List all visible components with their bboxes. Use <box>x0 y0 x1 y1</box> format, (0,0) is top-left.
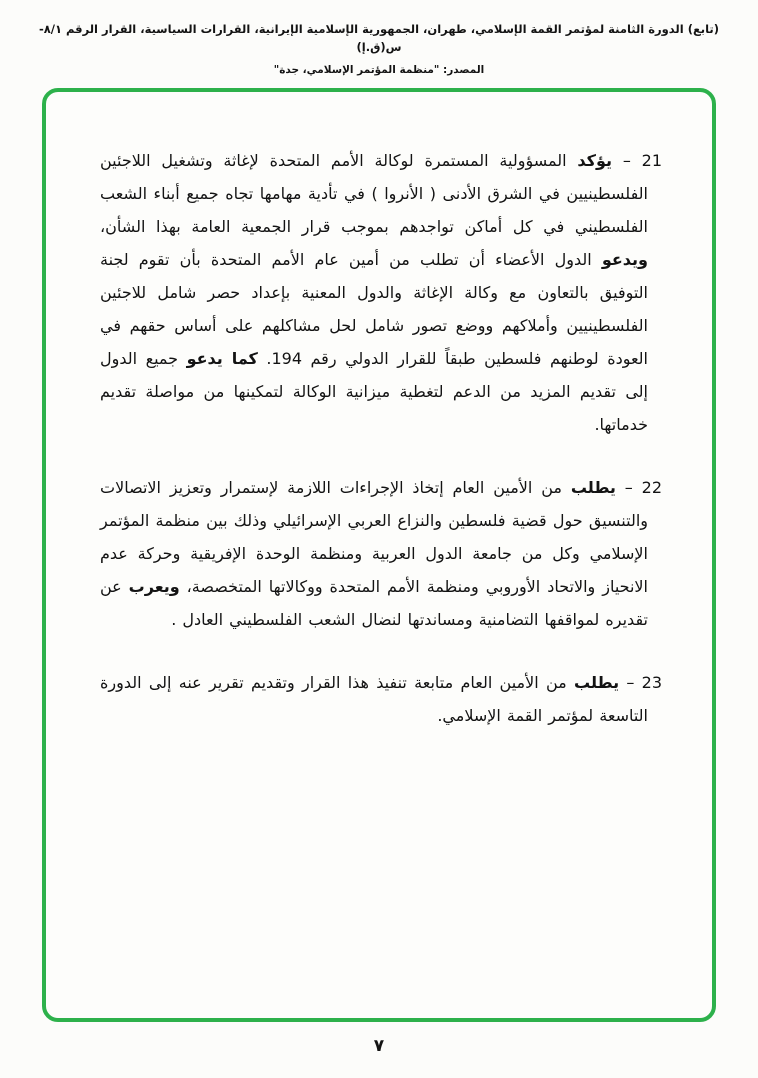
paragraph-21 <box>100 144 662 441</box>
paragraph-23 <box>100 666 662 732</box>
text-segment: عن تقديره لمواقفها التضامنية ومساندتها لنضال الشعب الفلسطيني العادل . <box>100 577 648 629</box>
keyword-bold: يطلب <box>570 478 616 497</box>
paragraph-22 <box>100 471 662 636</box>
keyword-bold: يطلب <box>574 673 620 692</box>
keyword-bold: كما يدعو <box>186 349 258 368</box>
document-body <box>46 92 712 732</box>
page-header <box>30 20 728 76</box>
text-segment: المسؤولية المستمرة لوكالة الأمم المتحدة لإغاثة وتشغيل اللاجئين الفلسطينيين في الشرق الأدنى ( الأنروا ) في تأدية مهامها تجاه جميع أبناء الشعب الفلسطيني في كل أماكن تواجدهم بموجب قرار الجمعية العامة بهذا الشأن، <box>100 151 648 236</box>
paragraph-number: 23 – <box>619 673 662 692</box>
header-citation-line: (تابع) الدورة الثامنة لمؤتمر القمة الإسلامي، طهران، الجمهورية الإسلامية الإيرانية، القرارات السياسية، القرار الرقم ٨/١-س(ق.إ) <box>38 22 720 54</box>
paragraph-number: 21 – <box>611 151 663 170</box>
text-segment: جميع الدول إلى تقديم المزيد من الدعم لتغطية ميزانية الوكالة لتمكينها من مواصلة تقديم خدماتها. <box>100 349 648 434</box>
page-number: ٧ <box>373 1036 385 1056</box>
green-border-frame <box>42 88 716 1022</box>
text-segment: الدول الأعضاء أن تطلب من أمين عام الأمم المتحدة بأن تقوم لجنة التوفيق بالتعاون مع وكالة الإغاثة والدول المعنية بإعداد حصر شامل للاجئين الفلسطينيين وأملاكهم ووضع تصور شامل لحل مشاكلهم على أساس حقهم في العودة لوطنهم فلسطين طبقاً للقرار الدولي رقم 194. <box>100 250 649 368</box>
keyword-bold: ويعرب <box>128 577 180 596</box>
paragraph-number: 22 – <box>615 478 662 497</box>
text-segment: من الأمين العام متابعة تنفيذ هذا القرار وتقديم تقرير عنه إلى الدورة التاسعة لمؤتمر القمة الإسلامي. <box>100 673 648 725</box>
header-source-line: المصدر: "منظمة المؤتمر الإسلامي، جدة" <box>273 64 485 76</box>
text-segment: من الأمين العام إتخاذ الإجراءات اللازمة لإستمرار وتعزيز الاتصالات والتنسيق حول قضية فلسطين والنزاع العربي الإسرائيلي وذلك بين منظمة المؤتمر الإسلامي وكل من جامعة الدول العربية ومنظمة الوحدة الإفريقية وحركة عدم الانحياز والاتحاد الأوروبي ومنظمة الأمم المتحدة ووكالاتها المتخصصة، <box>100 478 649 596</box>
keyword-bold: يؤكد <box>577 151 612 170</box>
keyword-bold: ويدعو <box>601 250 648 269</box>
